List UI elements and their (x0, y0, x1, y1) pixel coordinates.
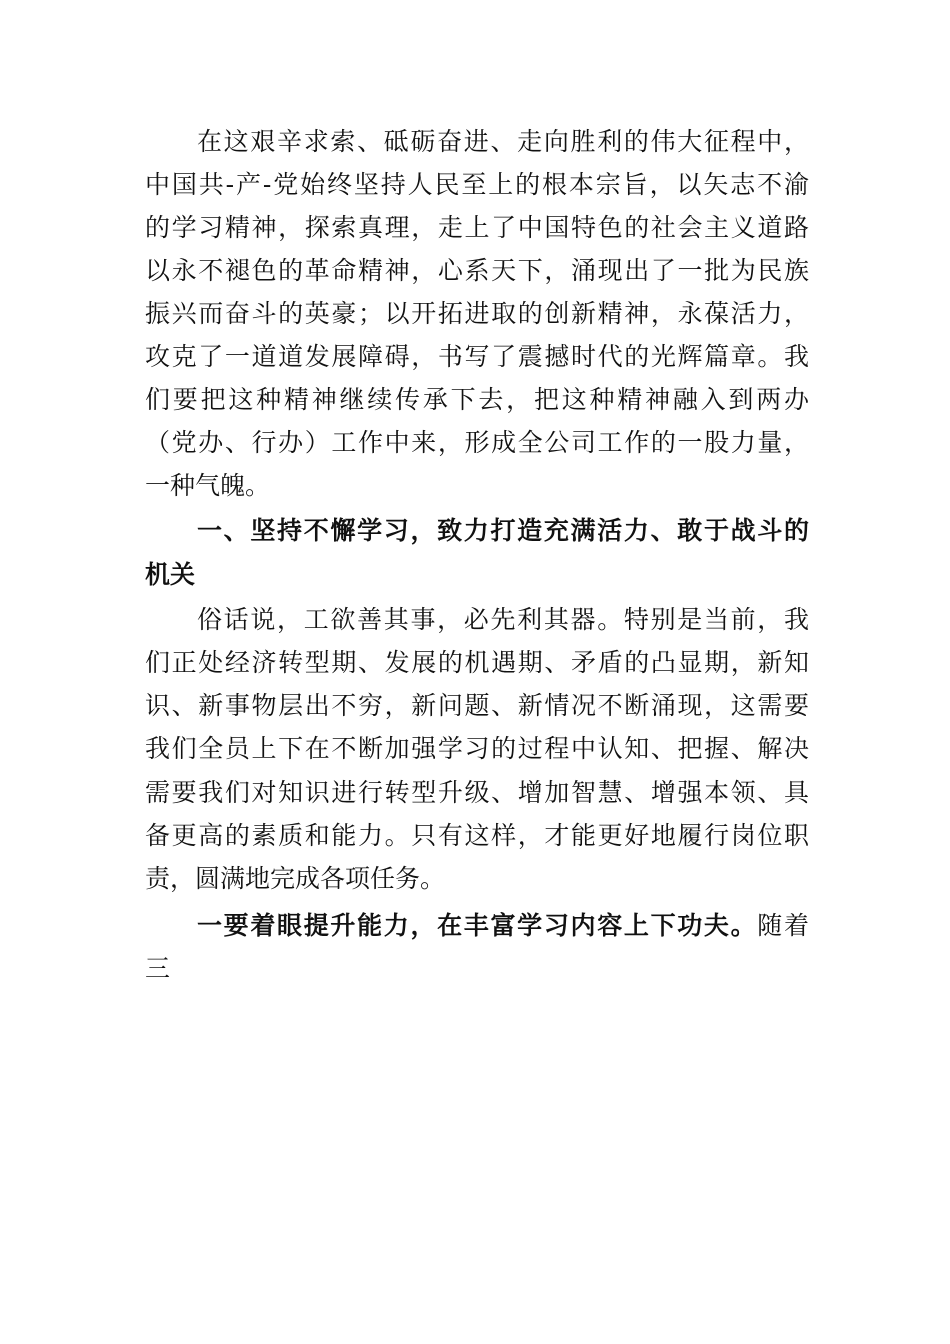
para1-line-7: 们要把这种精神继续传承下去，把这种精神融入到两办 (145, 385, 809, 414)
para2-line-1: 俗话说，工欲善其事，必先利其器。特别是当前，我 (197, 605, 809, 634)
para3-rest: 随着 (757, 911, 809, 940)
para1-line-9: 一种气魄。 (145, 471, 271, 500)
para1-line-2: 中国共-产-党始终坚持人民至上的根本宗旨，以矢志不渝 (145, 170, 809, 199)
para3-line-1 (197, 911, 809, 941)
para3-bold-lead: 一要着眼提升能力，在丰富学习内容上下功夫。 (197, 911, 758, 940)
para2-line-4: 我们全员上下在不断加强学习的过程中认知、把握、解决 (145, 734, 809, 763)
para1-line-3: 的学习精神，探索真理，走上了中国特色的社会主义道路 (145, 213, 809, 242)
para1-line-8: （党办、行办）工作中来，形成全公司工作的一股力量， (145, 428, 809, 457)
para2-line-6: 备更高的素质和能力。只有这样，才能更好地履行岗位职 (145, 821, 809, 850)
heading1-line-2: 机关 (145, 560, 196, 589)
para1-line-5: 振兴而奋斗的英豪；以开拓进取的创新精神，永葆活力， (145, 299, 809, 328)
para3-line-2: 三 (145, 954, 171, 983)
para1-line-4: 以永不褪色的革命精神，心系天下，涌现出了一批为民族 (145, 256, 809, 285)
heading1-line-1: 一、坚持不懈学习，致力打造充满活力、敢于战斗的 (197, 516, 809, 545)
para1-line-6: 攻克了一道道发展障碍，书写了震撼时代的光辉篇章。我 (145, 342, 809, 371)
para2-line-5: 需要我们对知识进行转型升级、增加智慧、增强本领、具 (145, 778, 809, 807)
para2-line-7: 责，圆满地完成各项任务。 (145, 864, 446, 893)
para2-line-3: 识、新事物层出不穷，新问题、新情况不断涌现，这需要 (145, 691, 809, 720)
para1-line-1: 在这艰辛求索、砥砺奋进、走向胜利的伟大征程中， (197, 127, 809, 156)
para2-line-2: 们正处经济转型期、发展的机遇期、矛盾的凸显期，新知 (145, 648, 809, 677)
